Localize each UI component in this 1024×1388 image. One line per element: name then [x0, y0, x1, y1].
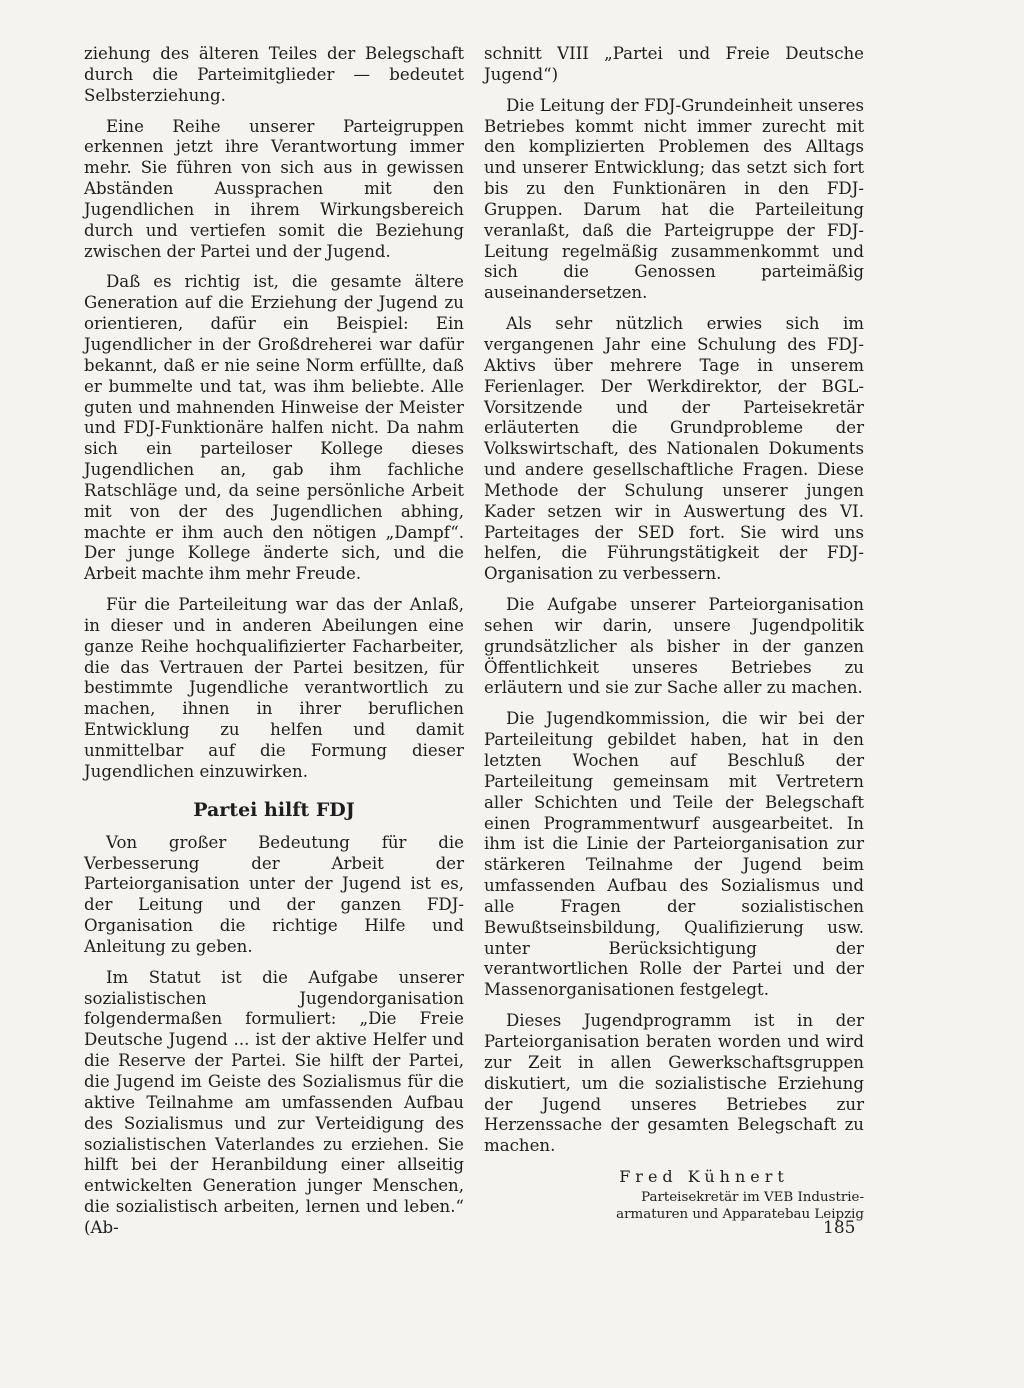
paragraph: schnitt VIII „Partei und Freie Deutsche Jugend“)	[484, 44, 864, 84]
author-role	[484, 1189, 864, 1223]
paragraph: Die Aufgabe unserer Parteiorganisation sehen wir darin, unsere Jugendpolitik grundsätzlicher als bisher in der ganzen Öffentlichkeit unseres Betriebes zu erläutern und sie zur Sache aller zu machen.	[484, 595, 864, 698]
left-column	[84, 44, 464, 1249]
page-number: 185	[823, 1218, 856, 1238]
paragraph: Die Jugendkommission, die wir bei der Parteileitung gebildet haben, hat in den letzten Wochen auf Beschluß der Parteileitung gemeinsam mit Vertretern aller Schichten und Teile der Belegschaft einen Programmentwurf ausgearbeitet. In ihm ist die Linie der Parteiorganisation zur stärkeren Teilnahme der Jugend beim umfassenden Aufbau des Sozialismus und alle Fragen der sozialistischen Bewußtseinsbildung, Qualifizierung usw. unter Berücksichtigung der verantwortlichen Rolle der Partei und der Massenorganisationen festgelegt.	[484, 709, 864, 1000]
paragraph: Die Leitung der FDJ-Grundeinheit unseres Betriebes kommt nicht immer zurecht mit den komplizierten Problemen des Alltags und unserer Entwicklung; das setzt sich fort bis zu den Funktionären in den FDJ-Gruppen. Darum hat die Parteileitung veranlaßt, daß die Parteigruppe der FDJ-Leitung regelmäßig zusammenkommt und sich die Genossen parteimäßig auseinandersetzen.	[484, 95, 864, 303]
paragraph: ziehung des älteren Teiles der Belegschaft durch die Parteimitglieder — bedeutet Selbsterziehung.	[84, 44, 464, 105]
right-column	[484, 44, 864, 1223]
paragraph: Daß es richtig ist, die gesamte ältere Generation auf die Erziehung der Jugend zu orientieren, dafür ein Beispiel: Ein Jugendlicher in der Großdreherei war dafür bekannt, daß er nie seine Norm erfüllte, daß er bummelte und tat, was ihm beliebte. Alle guten und mahnenden Hinweise der Meister und FDJ-Funktionäre halfen nicht. Da nahm sich ein parteiloser Kollege dieses Jugendlichen an, gab ihm fachliche Ratschläge und, da seine persönliche Arbeit mit von der des Jugendlichen abhing, machte er ihm auch den nötigen „Dampf“. Der junge Kollege änderte sich, und die Arbeit machte ihm mehr Freude.	[84, 272, 464, 584]
section-heading: Partei hilft FDJ	[193, 798, 355, 821]
paragraph: Dieses Jugendprogramm ist in der Parteiorganisation beraten worden und wird zur Zeit in allen Gewerkschaftsgruppen diskutiert, um die sozialistische Erziehung der Jugend unseres Betriebes zur Herzenssache der gesamten Belegschaft zu machen.	[484, 1011, 864, 1156]
paragraph: Für die Parteileitung war das der Anlaß, in dieser und in anderen Abeilungen eine ganze Reihe hochqualifizierter Facharbeiter, die das Vertrauen der Partei besitzen, für bestimmte Jugendliche verantwortlich zu machen, ihnen in ihrer beruflichen Entwicklung zu helfen und damit unmittelbar auf die Formung dieser Jugendlichen einzuwirken.	[84, 595, 464, 781]
paragraph: Von großer Bedeutung für die Verbesserung der Arbeit der Parteiorganisation unter der Jugend ist es, der Leitung und der ganzen FDJ-Organisation die richtige Hilfe und Anleitung zu geben.	[84, 832, 464, 956]
author-role-line: Parteisekretär im VEB Industrie-	[641, 1190, 864, 1206]
paragraph: Eine Reihe unserer Parteigruppen erkennen jetzt ihre Verantwortung immer mehr. Sie führen von sich aus in gewissen Abständen Aussprachen mit den Jugendlichen in ihrem Wirkungsbereich durch und vertiefen somit die Beziehung zwischen der Partei und der Jugend.	[84, 116, 464, 261]
paragraph: Als sehr nützlich erwies sich im vergangenen Jahr eine Schulung des FDJ-Aktivs über mehrere Tage in unserem Ferienlager. Der Werkdirektor, der BGL-Vorsitzende und der Parteisekretär erläuterten die Grundprobleme der Volkswirtschaft, des Nationalen Dokuments und andere gesellschaftliche Fragen. Diese Methode der Schulung unserer jungen Kader setzen wir in Auswertung des VI. Parteitages der SED fort. Sie wird uns helfen, die Führungstätigkeit der FDJ-Organisation zu verbessern.	[484, 314, 864, 584]
author-role-line: armaturen und Apparatebau Leipzig	[616, 1207, 864, 1223]
author-name: Fred Kühnert	[619, 1167, 789, 1187]
paragraph: Im Statut ist die Aufgabe unserer sozialistischen Jugendorganisation folgendermaßen formuliert: „Die Freie Deutsche Jugend ... ist der aktive Helfer und die Reserve der Partei. Sie hilft der Partei, die Jugend im Geiste des Sozialismus für die aktive Teilnahme am umfassenden Aufbau des Sozialismus und zur Verteidigung des sozialistischen Vaterlandes zu erziehen. Sie hilft bei der Heranbildung einer allseitig entwickelten Generation junger Menschen, die sozialistisch arbeiten, lernen und leben.“ (Ab-	[84, 967, 464, 1237]
